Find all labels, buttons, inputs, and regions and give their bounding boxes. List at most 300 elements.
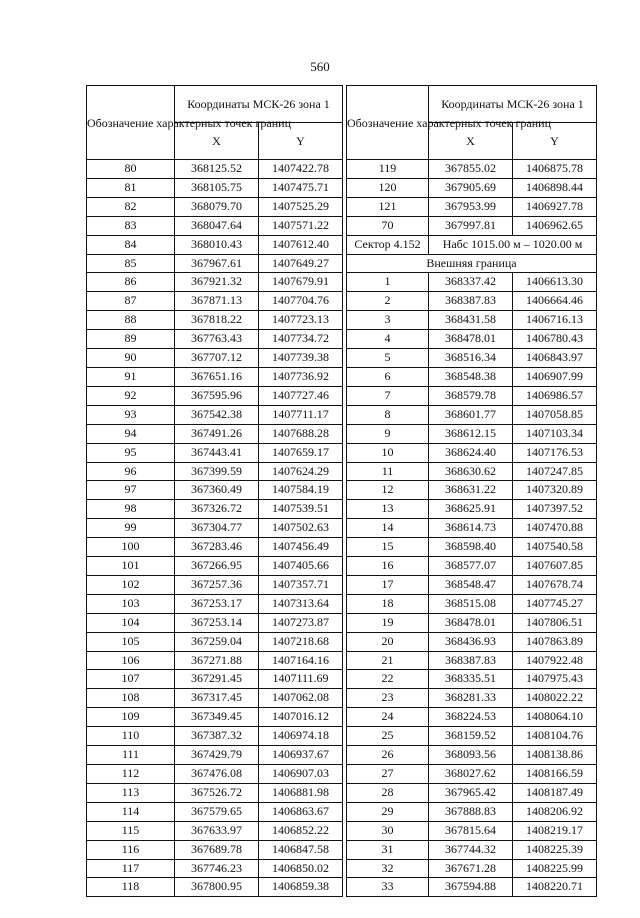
point-id-cell: 103 (87, 594, 175, 613)
point-id-cell: 96 (87, 462, 175, 481)
point-id-cell: 118 (87, 878, 175, 897)
point-id-cell: 113 (87, 783, 175, 802)
x-coordinate-cell: 368337.42 (429, 273, 513, 292)
point-id-cell: 89 (87, 330, 175, 349)
table-row (347, 273, 597, 292)
x-coordinate-cell: 368027.62 (429, 765, 513, 784)
table-row (347, 878, 597, 897)
point-id-cell: 100 (87, 538, 175, 557)
x-coordinate-cell: 367905.69 (429, 178, 513, 197)
y-coordinate-cell: 1407975.43 (513, 670, 597, 689)
table-row (87, 575, 343, 594)
table-row (347, 708, 597, 727)
point-id-cell: 17 (347, 575, 429, 594)
x-coordinate-cell: 367443.41 (175, 443, 259, 462)
x-coordinate-cell: 368478.01 (429, 613, 513, 632)
x-coordinate-cell: 368387.83 (429, 651, 513, 670)
table-row (87, 783, 343, 802)
table-row (347, 821, 597, 840)
table-row (347, 689, 597, 708)
point-id-cell: 121 (347, 197, 429, 216)
sector-height-range: Набс 1015.00 м – 1020.00 м (429, 235, 597, 254)
x-coordinate-cell: 367921.32 (175, 273, 259, 292)
x-coordinate-cell: 367800.95 (175, 878, 259, 897)
y-coordinate-cell: 1408138.86 (513, 746, 597, 765)
x-coordinate-cell: 368631.22 (429, 481, 513, 500)
y-coordinate-cell: 1407111.69 (259, 670, 343, 689)
y-coordinate-cell: 1406898.44 (513, 178, 597, 197)
point-id-cell: 117 (87, 859, 175, 878)
y-coordinate-cell: 1406843.97 (513, 349, 597, 368)
x-coordinate-cell: 368601.77 (429, 405, 513, 424)
y-coordinate-cell: 1407745.27 (513, 594, 597, 613)
point-id-cell: 27 (347, 765, 429, 784)
x-coordinate-cell: 368548.38 (429, 367, 513, 386)
x-coordinate-cell: 367266.95 (175, 557, 259, 576)
point-id-cell: 14 (347, 519, 429, 538)
point-id-cell: 6 (347, 367, 429, 386)
table-row (347, 538, 597, 557)
point-id-cell: 30 (347, 821, 429, 840)
coordinates-header: Координаты МСК-26 зона 1 (175, 86, 343, 123)
x-coordinate-cell: 367763.43 (175, 330, 259, 349)
point-id-cell: 26 (347, 746, 429, 765)
y-coordinate-cell: 1407922.48 (513, 651, 597, 670)
x-coordinate-cell: 368387.83 (429, 292, 513, 311)
y-coordinate-cell: 1406986.57 (513, 386, 597, 405)
table-row (87, 538, 343, 557)
y-column-header: Y (513, 123, 597, 160)
table-row (87, 481, 343, 500)
y-coordinate-cell: 1407679.91 (259, 273, 343, 292)
outer-boundary-row (347, 254, 597, 273)
y-coordinate-cell: 1407456.49 (259, 538, 343, 557)
table-row (347, 481, 597, 500)
table-row (87, 670, 343, 689)
point-id-cell: 22 (347, 670, 429, 689)
y-coordinate-cell: 1406907.99 (513, 367, 597, 386)
y-coordinate-cell: 1407062.08 (259, 689, 343, 708)
table-row (87, 311, 343, 330)
table-row (87, 197, 343, 216)
y-coordinate-cell: 1407624.29 (259, 462, 343, 481)
x-coordinate-cell: 367815.64 (429, 821, 513, 840)
coordinates-header: Координаты МСК-26 зона 1 (429, 86, 597, 123)
table-row (87, 632, 343, 651)
table-row (87, 802, 343, 821)
table-row (347, 557, 597, 576)
table-row (87, 367, 343, 386)
x-coordinate-cell: 367997.81 (429, 216, 513, 235)
point-id-cell: 70 (347, 216, 429, 235)
point-id-cell: 23 (347, 689, 429, 708)
point-id-cell: 104 (87, 613, 175, 632)
table-row (347, 292, 597, 311)
y-coordinate-cell: 1407357.71 (259, 575, 343, 594)
table-row (347, 424, 597, 443)
table-row (87, 500, 343, 519)
y-coordinate-cell: 1408064.10 (513, 708, 597, 727)
y-coordinate-cell: 1408225.99 (513, 859, 597, 878)
x-coordinate-cell: 368579.78 (429, 386, 513, 405)
point-id-cell: 4 (347, 330, 429, 349)
table-row (87, 821, 343, 840)
y-coordinate-cell: 1406859.38 (259, 878, 343, 897)
x-coordinate-cell: 367595.96 (175, 386, 259, 405)
y-coordinate-cell: 1407678.74 (513, 575, 597, 594)
x-coordinate-cell: 367744.32 (429, 840, 513, 859)
table-row (347, 727, 597, 746)
point-id-cell: 87 (87, 292, 175, 311)
table-row (347, 330, 597, 349)
y-coordinate-cell: 1406780.43 (513, 330, 597, 349)
table-row (347, 840, 597, 859)
x-coordinate-cell: 367253.17 (175, 594, 259, 613)
point-id-cell: 82 (87, 197, 175, 216)
x-coordinate-cell: 368612.15 (429, 424, 513, 443)
table-row (347, 632, 597, 651)
table-row (87, 160, 343, 179)
point-id-cell: 98 (87, 500, 175, 519)
y-coordinate-cell: 1407704.76 (259, 292, 343, 311)
y-coordinate-cell: 1407571.22 (259, 216, 343, 235)
point-id-cell: 99 (87, 519, 175, 538)
y-coordinate-cell: 1407273.87 (259, 613, 343, 632)
table-row (347, 443, 597, 462)
point-id-cell: 80 (87, 160, 175, 179)
x-coordinate-cell: 368624.40 (429, 443, 513, 462)
y-coordinate-cell: 1407688.28 (259, 424, 343, 443)
table-row (87, 405, 343, 424)
point-id-cell: 86 (87, 273, 175, 292)
point-id-cell: 83 (87, 216, 175, 235)
point-id-cell: 93 (87, 405, 175, 424)
x-coordinate-cell: 367399.59 (175, 462, 259, 481)
y-coordinate-cell: 1407540.58 (513, 538, 597, 557)
point-id-cell: 20 (347, 632, 429, 651)
table-row (87, 878, 343, 897)
y-coordinate-cell: 1407247.85 (513, 462, 597, 481)
y-coordinate-cell: 1407711.17 (259, 405, 343, 424)
y-coordinate-cell: 1407649.27 (259, 254, 343, 273)
x-coordinate-cell: 367317.45 (175, 689, 259, 708)
y-coordinate-cell: 1407659.17 (259, 443, 343, 462)
x-coordinate-cell: 367360.49 (175, 481, 259, 500)
x-coordinate-cell: 368159.52 (429, 727, 513, 746)
table-row (347, 367, 597, 386)
point-id-cell: 115 (87, 821, 175, 840)
table-row (347, 802, 597, 821)
point-id-cell: 84 (87, 235, 175, 254)
y-coordinate-cell: 1408206.92 (513, 802, 597, 821)
table-row (87, 216, 343, 235)
x-column-header: X (429, 123, 513, 160)
y-coordinate-cell: 1407727.46 (259, 386, 343, 405)
y-coordinate-cell: 1407736.92 (259, 367, 343, 386)
table-row (87, 424, 343, 443)
y-coordinate-cell: 1407525.29 (259, 197, 343, 216)
table-row (87, 859, 343, 878)
table-row (347, 178, 597, 197)
x-coordinate-cell: 368548.47 (429, 575, 513, 594)
x-coordinate-cell: 367259.04 (175, 632, 259, 651)
point-designation-header: Обозначение характерных точек границ (347, 86, 429, 160)
x-coordinate-cell: 368577.07 (429, 557, 513, 576)
sector-label: Сектор 4.152 (347, 235, 429, 254)
y-coordinate-cell: 1406907.03 (259, 765, 343, 784)
point-id-cell: 21 (347, 651, 429, 670)
y-coordinate-cell: 1407806.51 (513, 613, 597, 632)
outer-boundary-label: Внешняя граница (347, 254, 597, 273)
point-id-cell: 106 (87, 651, 175, 670)
x-coordinate-cell: 367689.78 (175, 840, 259, 859)
x-coordinate-cell: 367855.02 (429, 160, 513, 179)
y-coordinate-cell: 1408220.71 (513, 878, 597, 897)
x-coordinate-cell: 367271.88 (175, 651, 259, 670)
point-id-cell: 28 (347, 783, 429, 802)
y-coordinate-cell: 1408219.17 (513, 821, 597, 840)
point-id-cell: 8 (347, 405, 429, 424)
y-coordinate-cell: 1407320.89 (513, 481, 597, 500)
y-coordinate-cell: 1407584.19 (259, 481, 343, 500)
x-coordinate-cell: 368105.75 (175, 178, 259, 197)
table-row (87, 443, 343, 462)
point-id-cell: 32 (347, 859, 429, 878)
x-coordinate-cell: 367526.72 (175, 783, 259, 802)
table-row (87, 765, 343, 784)
table-row (347, 462, 597, 481)
x-coordinate-cell: 368047.64 (175, 216, 259, 235)
point-id-cell: 11 (347, 462, 429, 481)
point-id-cell: 2 (347, 292, 429, 311)
x-coordinate-cell: 367633.97 (175, 821, 259, 840)
y-column-header: Y (259, 123, 343, 160)
y-coordinate-cell: 1407103.34 (513, 424, 597, 443)
y-coordinate-cell: 1406664.46 (513, 292, 597, 311)
table-row (87, 746, 343, 765)
point-id-cell: 7 (347, 386, 429, 405)
table-row (87, 708, 343, 727)
point-id-cell: 97 (87, 481, 175, 500)
point-id-cell: 31 (347, 840, 429, 859)
y-coordinate-cell: 1406850.02 (259, 859, 343, 878)
point-id-cell: 16 (347, 557, 429, 576)
x-coordinate-cell: 367253.14 (175, 613, 259, 632)
x-coordinate-cell: 368093.56 (429, 746, 513, 765)
x-coordinate-cell: 367326.72 (175, 500, 259, 519)
y-coordinate-cell: 1407218.68 (259, 632, 343, 651)
x-coordinate-cell: 367707.12 (175, 349, 259, 368)
page-number: 560 (310, 59, 330, 74)
y-coordinate-cell: 1406881.98 (259, 783, 343, 802)
x-coordinate-cell: 367651.16 (175, 367, 259, 386)
y-coordinate-cell: 1406927.78 (513, 197, 597, 216)
point-id-cell: 15 (347, 538, 429, 557)
y-coordinate-cell: 1407164.16 (259, 651, 343, 670)
right-table-body (347, 160, 597, 897)
y-coordinate-cell: 1406962.65 (513, 216, 597, 235)
table-row (87, 689, 343, 708)
x-coordinate-cell: 367967.61 (175, 254, 259, 273)
point-id-cell: 33 (347, 878, 429, 897)
sector-row (347, 235, 597, 254)
point-id-cell: 19 (347, 613, 429, 632)
y-coordinate-cell: 1407422.78 (259, 160, 343, 179)
point-id-cell: 3 (347, 311, 429, 330)
x-coordinate-cell: 367871.13 (175, 292, 259, 311)
x-coordinate-cell: 367965.42 (429, 783, 513, 802)
point-id-cell: 13 (347, 500, 429, 519)
table-row (347, 670, 597, 689)
table-row (87, 557, 343, 576)
table-row (87, 462, 343, 481)
y-coordinate-cell: 1406974.18 (259, 727, 343, 746)
table-row (87, 613, 343, 632)
y-coordinate-cell: 1407723.13 (259, 311, 343, 330)
point-id-cell: 94 (87, 424, 175, 443)
y-coordinate-cell: 1407470.88 (513, 519, 597, 538)
table-row (347, 197, 597, 216)
x-coordinate-cell: 368281.33 (429, 689, 513, 708)
point-designation-header: Обозначение характерных точек границ (87, 86, 175, 160)
x-coordinate-cell: 368630.62 (429, 462, 513, 481)
point-id-cell: 111 (87, 746, 175, 765)
y-coordinate-cell: 1407539.51 (259, 500, 343, 519)
point-id-cell: 88 (87, 311, 175, 330)
point-id-cell: 120 (347, 178, 429, 197)
point-id-cell: 101 (87, 557, 175, 576)
x-coordinate-cell: 367429.79 (175, 746, 259, 765)
x-coordinate-cell: 367491.26 (175, 424, 259, 443)
point-id-cell: 18 (347, 594, 429, 613)
x-coordinate-cell: 367304.77 (175, 519, 259, 538)
point-id-cell: 108 (87, 689, 175, 708)
y-coordinate-cell: 1407397.52 (513, 500, 597, 519)
table-row (347, 519, 597, 538)
point-id-cell: 107 (87, 670, 175, 689)
table-row (347, 216, 597, 235)
point-id-cell: 119 (347, 160, 429, 179)
point-id-cell: 24 (347, 708, 429, 727)
table-row (87, 840, 343, 859)
x-column-header: X (175, 123, 259, 160)
table-row (347, 651, 597, 670)
table-row (347, 405, 597, 424)
y-coordinate-cell: 1407405.66 (259, 557, 343, 576)
point-id-cell: 116 (87, 840, 175, 859)
x-coordinate-cell: 368598.40 (429, 538, 513, 557)
x-coordinate-cell: 367476.08 (175, 765, 259, 784)
y-coordinate-cell: 1408104.76 (513, 727, 597, 746)
x-coordinate-cell: 367387.32 (175, 727, 259, 746)
y-coordinate-cell: 1406716.13 (513, 311, 597, 330)
x-coordinate-cell: 368010.43 (175, 235, 259, 254)
point-id-cell: 10 (347, 443, 429, 462)
y-coordinate-cell: 1406937.67 (259, 746, 343, 765)
y-coordinate-cell: 1407502.63 (259, 519, 343, 538)
point-id-cell: 109 (87, 708, 175, 727)
x-coordinate-cell: 368478.01 (429, 330, 513, 349)
x-coordinate-cell: 368079.70 (175, 197, 259, 216)
x-coordinate-cell: 367953.99 (429, 197, 513, 216)
y-coordinate-cell: 1407313.64 (259, 594, 343, 613)
table-row (347, 349, 597, 368)
y-coordinate-cell: 1406847.58 (259, 840, 343, 859)
table-row (87, 386, 343, 405)
point-id-cell: 114 (87, 802, 175, 821)
point-id-cell: 85 (87, 254, 175, 273)
table-row (87, 349, 343, 368)
x-coordinate-cell: 367283.46 (175, 538, 259, 557)
x-coordinate-cell: 367542.38 (175, 405, 259, 424)
table-row (347, 160, 597, 179)
table-row (347, 594, 597, 613)
x-coordinate-cell: 367888.83 (429, 802, 513, 821)
point-id-cell: 5 (347, 349, 429, 368)
table-row (87, 254, 343, 273)
x-coordinate-cell: 367579.65 (175, 802, 259, 821)
table-row (347, 311, 597, 330)
y-coordinate-cell: 1408166.59 (513, 765, 597, 784)
table-row (347, 859, 597, 878)
table-row (87, 330, 343, 349)
point-id-cell: 105 (87, 632, 175, 651)
point-id-cell: 91 (87, 367, 175, 386)
table-row (87, 178, 343, 197)
x-coordinate-cell: 368625.91 (429, 500, 513, 519)
x-coordinate-cell: 368436.93 (429, 632, 513, 651)
table-row (347, 746, 597, 765)
y-coordinate-cell: 1408225.39 (513, 840, 597, 859)
table-row (87, 651, 343, 670)
table-row (347, 613, 597, 632)
y-coordinate-cell: 1407734.72 (259, 330, 343, 349)
table-row (347, 765, 597, 784)
table-row (347, 575, 597, 594)
point-id-cell: 90 (87, 349, 175, 368)
point-id-cell: 12 (347, 481, 429, 500)
y-coordinate-cell: 1407607.85 (513, 557, 597, 576)
point-id-cell: 92 (87, 386, 175, 405)
x-coordinate-cell: 368224.53 (429, 708, 513, 727)
x-coordinate-cell: 367257.36 (175, 575, 259, 594)
point-id-cell: 29 (347, 802, 429, 821)
x-coordinate-cell: 368614.73 (429, 519, 513, 538)
table-row (87, 235, 343, 254)
y-coordinate-cell: 1406613.30 (513, 273, 597, 292)
x-coordinate-cell: 368335.51 (429, 670, 513, 689)
x-coordinate-cell: 367818.22 (175, 311, 259, 330)
point-id-cell: 81 (87, 178, 175, 197)
y-coordinate-cell: 1407475.71 (259, 178, 343, 197)
x-coordinate-cell: 368125.52 (175, 160, 259, 179)
y-coordinate-cell: 1406863.67 (259, 802, 343, 821)
y-coordinate-cell: 1408022.22 (513, 689, 597, 708)
x-coordinate-cell: 367671.28 (429, 859, 513, 878)
left-table-body (87, 160, 343, 897)
point-id-cell: 25 (347, 727, 429, 746)
table-row (347, 783, 597, 802)
point-id-cell: 110 (87, 727, 175, 746)
point-id-cell: 102 (87, 575, 175, 594)
x-coordinate-cell: 367349.45 (175, 708, 259, 727)
y-coordinate-cell: 1407176.53 (513, 443, 597, 462)
table-row (87, 594, 343, 613)
table-row (87, 273, 343, 292)
point-id-cell: 1 (347, 273, 429, 292)
point-id-cell: 95 (87, 443, 175, 462)
table-row (87, 519, 343, 538)
